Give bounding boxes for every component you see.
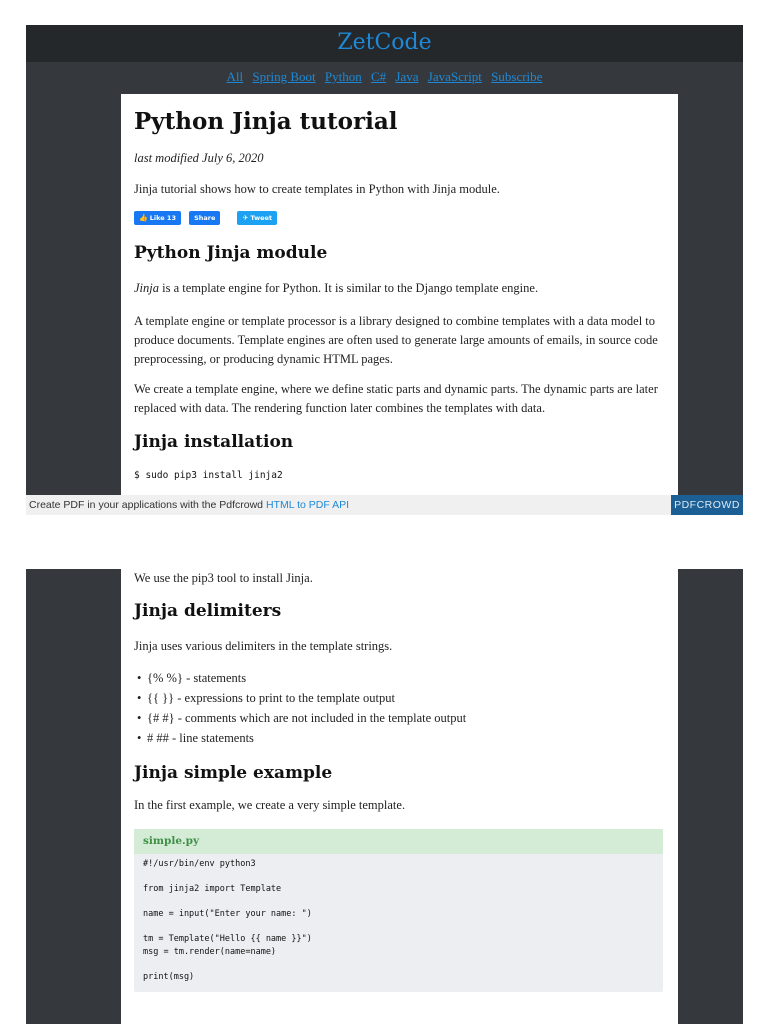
right-sidebar: [678, 94, 743, 495]
site-header: [26, 25, 743, 62]
module-paragraph-3: We create a template engine, where we define static parts and dynamic parts. The dynamic parts are later replaced with data. The rendering function later combines the templates with data.: [134, 382, 658, 415]
left-sidebar: [26, 94, 121, 495]
code-filename: simple.py: [134, 829, 663, 854]
nav-link-java[interactable]: Java: [395, 69, 419, 84]
pdf-page-1: [26, 25, 743, 495]
article-content: [121, 94, 678, 495]
code-line: [143, 871, 654, 884]
code-line: from jinja2 import Template: [143, 884, 282, 894]
delimiters-intro: Jinja uses various delimiters in the template strings.: [134, 639, 393, 653]
pdfcrowd-badge[interactable]: PDFCROWD: [671, 495, 743, 515]
pdfcrowd-bar: [26, 495, 743, 515]
list-item: • {% %} - statements: [134, 668, 665, 688]
heading-delimiters: Jinja delimiters: [134, 601, 282, 621]
facebook-share-button[interactable]: Share: [189, 211, 220, 225]
code-line: #!/usr/bin/env python3: [143, 859, 256, 869]
site-nav: [26, 62, 743, 94]
module-paragraph-1: Jinja is a template engine for Python. It is similar to the Django template engine.: [134, 281, 539, 295]
pdfcrowd-text: Create PDF in your applications with the Pdfcrowd: [29, 499, 266, 511]
twitter-bird-icon: ✈: [242, 214, 249, 222]
nav-link-subscribe[interactable]: Subscribe: [491, 69, 543, 84]
module-paragraph-2: A template engine or template processor is a library designed to combine templates with a data model to produce documents. Template engines are often used to generate large amounts of emails, in source code preprocessing, or producing dynamic HTML pages.: [134, 314, 658, 366]
heading-jinja-module: Python Jinja module: [134, 243, 328, 263]
install-note: We use the pip3 tool to install Jinja.: [134, 571, 313, 585]
social-buttons: [134, 211, 277, 225]
code-body: [134, 854, 663, 987]
right-sidebar: [678, 569, 743, 1024]
code-line: [143, 921, 654, 934]
code-line: tm = Template("Hello {{ name }}"): [143, 934, 312, 944]
article-content: [121, 569, 678, 1024]
list-item: • # ## - line statements: [134, 728, 665, 748]
site-title[interactable]: ZetCode: [337, 30, 432, 55]
install-command: $ sudo pip3 install jinja2: [134, 470, 283, 481]
code-line: [143, 896, 654, 909]
delimiters-list: [134, 668, 665, 748]
intro-paragraph: Jinja tutorial shows how to create templates in Python with Jinja module.: [134, 182, 500, 196]
left-sidebar: [26, 569, 121, 1024]
code-line: [143, 958, 654, 971]
last-modified: last modified July 6, 2020: [134, 151, 264, 165]
page-title: Python Jinja tutorial: [134, 108, 398, 135]
pdfcrowd-link[interactable]: HTML to PDF API: [265, 499, 349, 511]
thumbs-up-icon: 👍: [139, 214, 148, 222]
list-item: • {# #} - comments which are not included in the template output: [134, 708, 665, 728]
code-line: name = input("Enter your name: "): [143, 909, 312, 919]
nav-link-python[interactable]: Python: [324, 69, 362, 84]
nav-link-csharp[interactable]: C#: [370, 69, 387, 84]
simple-intro: In the first example, we create a very simple template.: [134, 798, 406, 812]
heading-installation: Jinja installation: [134, 432, 294, 452]
nav-link-spring-boot[interactable]: Spring Boot: [252, 69, 316, 84]
code-line: msg = tm.render(name=name): [143, 946, 277, 957]
tweet-button[interactable]: ✈ Tweet: [237, 211, 277, 225]
code-line: print(msg): [143, 971, 195, 982]
heading-simple-example: Jinja simple example: [134, 763, 333, 783]
pdf-page-2: [26, 569, 743, 1024]
list-item: • {{ }} - expressions to print to the template output: [134, 688, 665, 708]
nav-link-javascript[interactable]: JavaScript: [427, 69, 482, 84]
code-listing: [134, 829, 663, 992]
nav-link-all[interactable]: All: [226, 69, 244, 84]
facebook-like-button[interactable]: 👍 Like 13: [134, 211, 181, 225]
